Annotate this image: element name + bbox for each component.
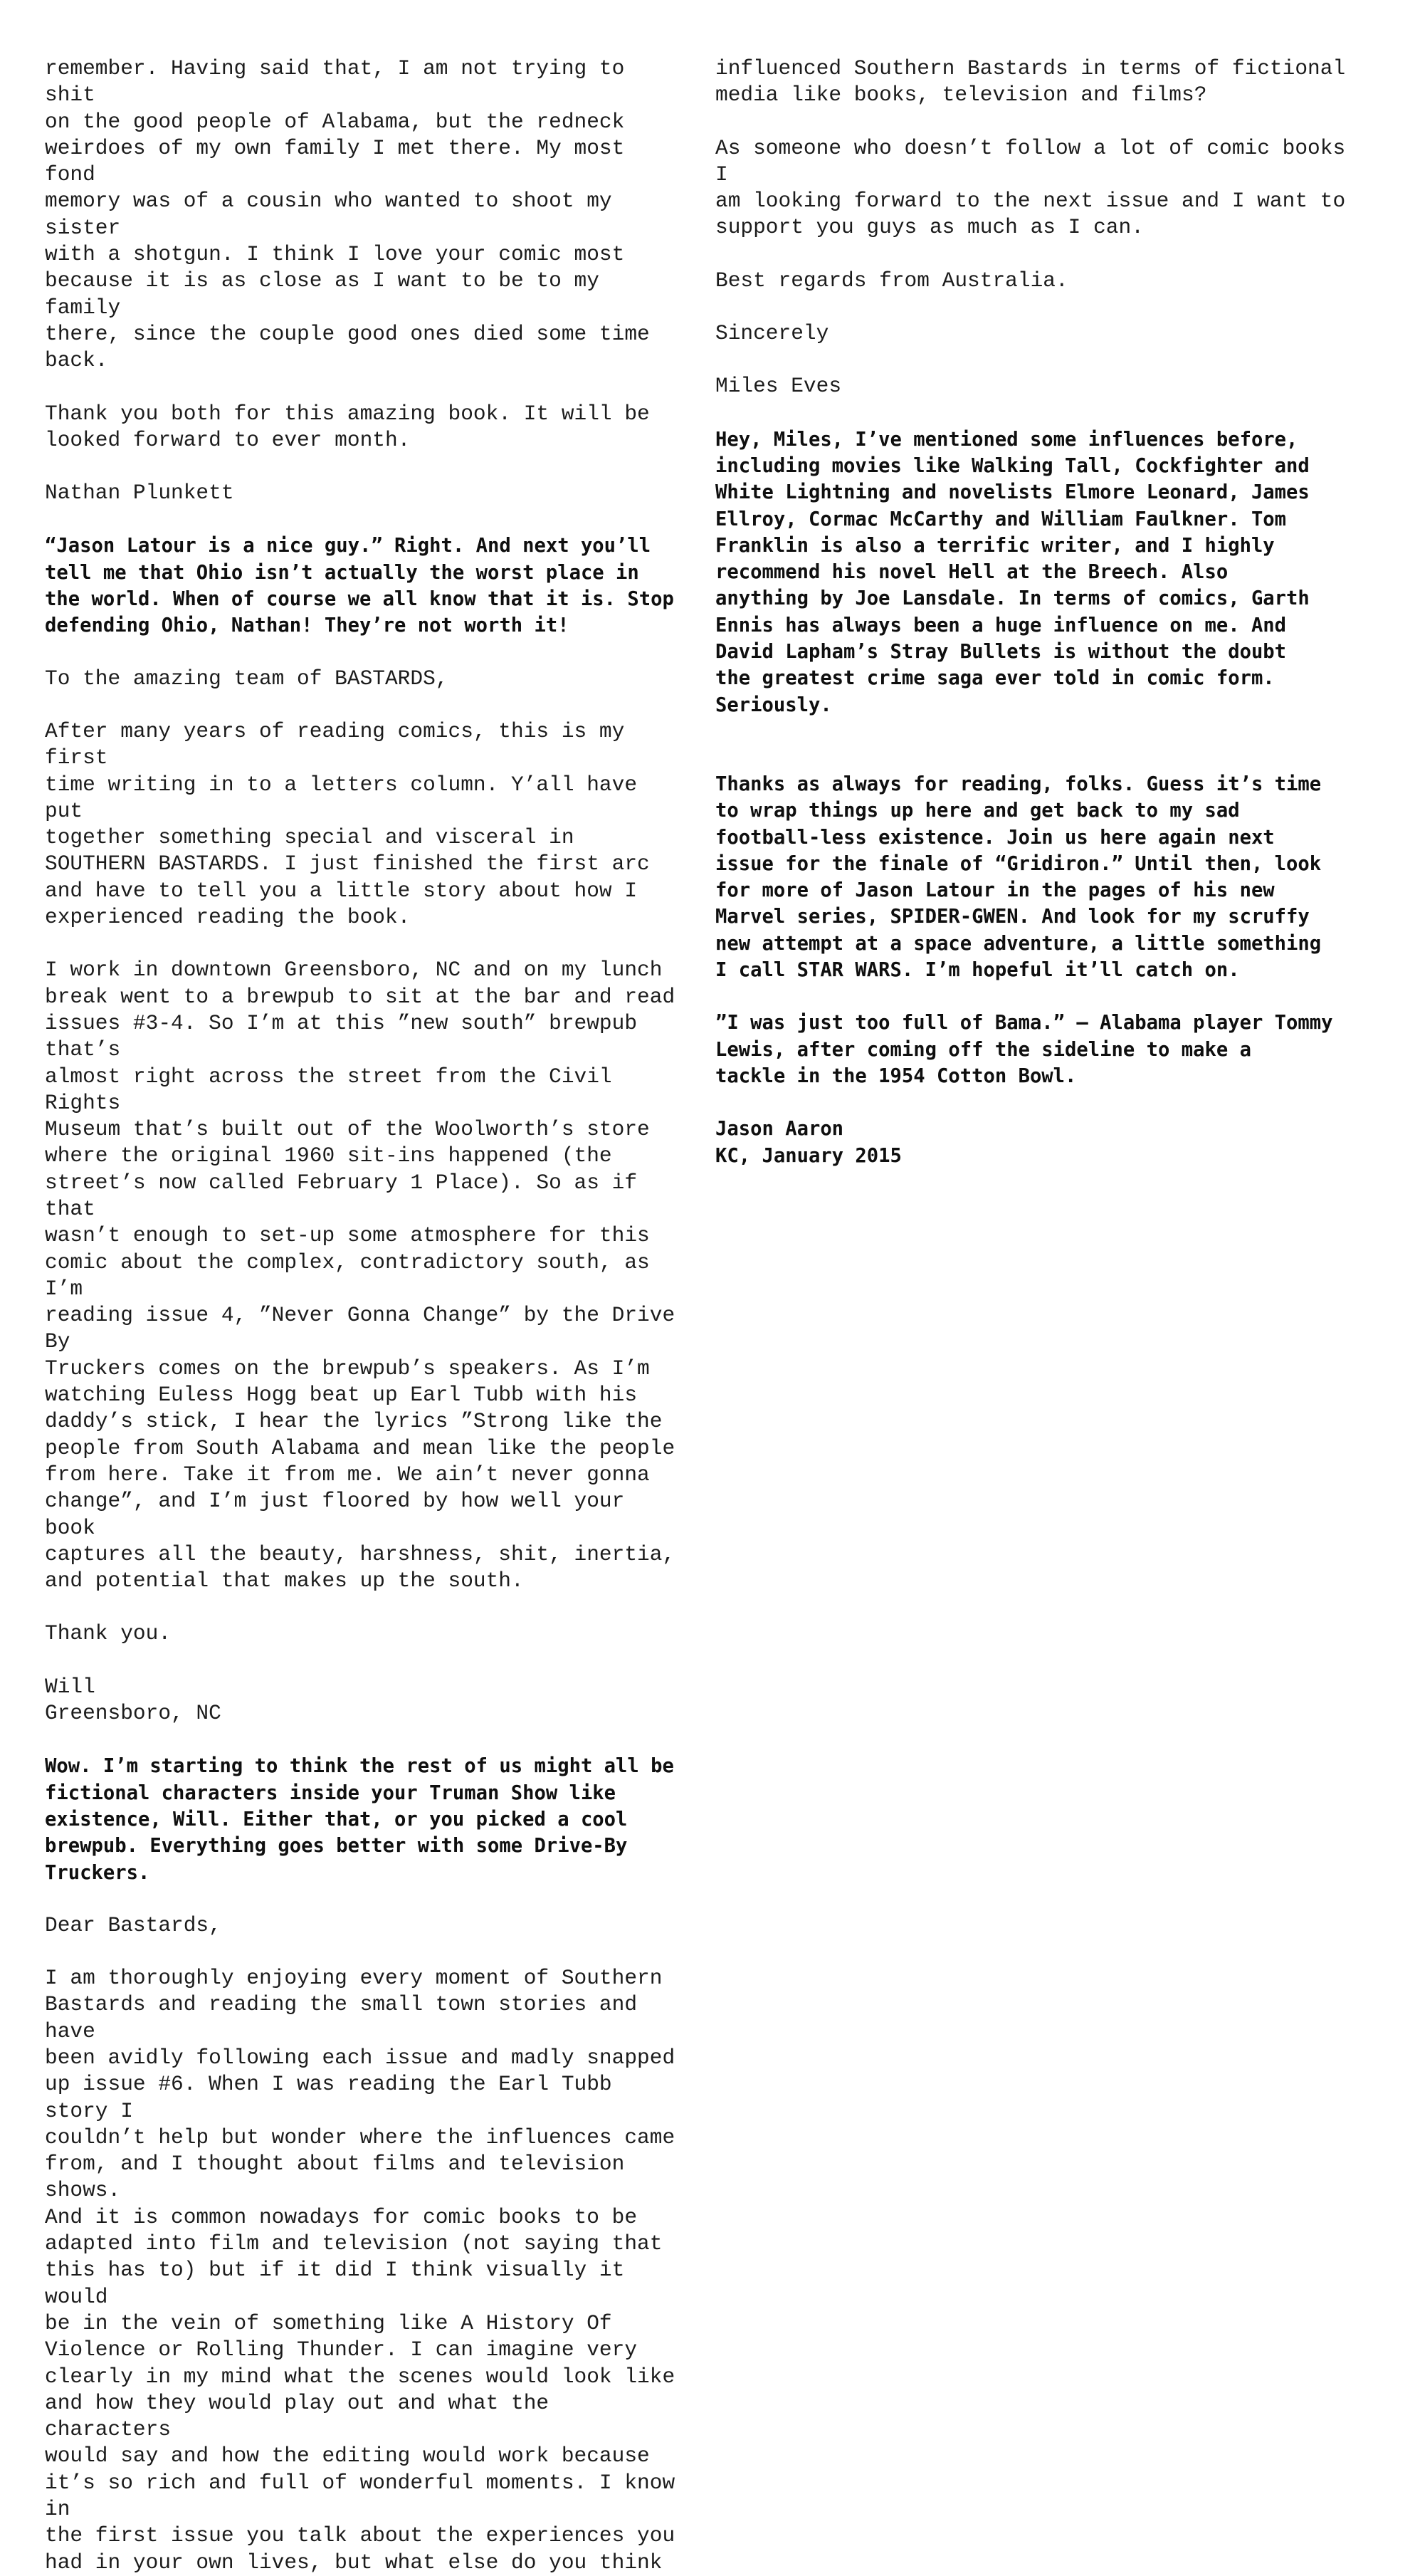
- closing-quote: ”I was just too full of Bama.” — Alabama player Tommy Lewis, after coming off the sideline to make a tackle in the 1954 Cotton Bowl.: [715, 1012, 1333, 1087]
- letter-signature: Miles Eves: [715, 374, 842, 399]
- left-column: [45, 56, 678, 2576]
- letter-closing: Sincerely: [715, 321, 829, 346]
- letter-paragraph: Thank you both for this amazing book. It will be looked forward to ever month.: [45, 401, 650, 452]
- letter-paragraph: influenced Southern Bastards in terms of fictional media like books, television and films?: [715, 56, 1346, 108]
- letter-paragraph: remember. Having said that, I am not trying to shit on the good people of Alabama, but the redneck weirdoes of my own family I met there. My most fond memory was of a cousin who wanted to shoot my sister with a shotgun. I think I love your comic most because it is as close as I want to be to my family there, since the couple good ones died some time back.: [45, 56, 650, 373]
- letter-salutation: Dear Bastards,: [45, 1912, 221, 1937]
- right-column: [715, 56, 1356, 1195]
- letter-paragraph: Thank you.: [45, 1621, 172, 1646]
- editor-response: Hey, Miles, I’ve mentioned some influences before, including movies like Walking Tall, Cockfighter and White Lightning and novelists Elmore Leonard, James Ellroy, Cormac McCarthy and William Faulkner. Tom Franklin is also a terrific writer, and I highly recommend his novel Hell at the Breech. Also anything by Joe Lansdale. In terms of comics, Garth Ennis has always been a huge influence on me. And David Lapham’s Stray Bullets is without the doubt the greatest crime saga ever told in comic form. Seriously.: [715, 428, 1310, 716]
- letter-salutation: To the amazing team of BASTARDS,: [45, 666, 448, 691]
- editor-closing-note: Thanks as always for reading, folks. Guess it’s time to wrap things up here and get back to my sad football-less existence. Join us here again next issue for the finale of “Gridiron.” Until then, look for more of Jason Latour in the pages of his new Marvel series, SPIDER-GWEN. And look for my scruffy new attempt at a space adventure, a little something I call STAR WARS. I’m hopeful it’ll catch on.: [715, 773, 1322, 982]
- editor-response: “Jason Latour is a nice guy.” Right. And next you’ll tell me that Ohio isn’t actually the worst place in the world. When of course we all know that it is. Stop defending Ohio, Nathan! They’re not worth it!: [45, 535, 674, 637]
- letter-paragraph: Best regards from Australia.: [715, 268, 1068, 293]
- editor-response: Wow. I’m starting to think the rest of us might all be fictional characters inside your Truman Show like existence, Will. Either that, or you picked a cool brewpub. Everything goes better with some Drive-By Truckers.: [45, 1755, 674, 1884]
- letter-paragraph: After many years of reading comics, this is my first time writing in to a letters column. Y’all have put together something special and visceral in SOUTHERN BASTARDS. I just finished the first arc and have to tell you a little story about how I experienced reading the book.: [45, 718, 650, 930]
- letter-paragraph: I work in downtown Greensboro, NC and on my lunch break went to a brewpub to sit at the bar and read issues #3-4. So I’m at this ”new south” brewpub that’s almost right across the street from the Civil Rights Museum that’s built out of the Woolworth’s store where the original 1960 sit-ins happened (the street’s now called February 1 Place). So as if that wasn’t enough to set-up some atmosphere for this comic about the complex, contradictory south, as I’m reading issue 4, ”Never Gonna Change” by the Drive By Truckers comes on the brewpub’s speakers. As I’m watching Euless Hogg beat up Earl Tubb with his daddy’s stick, I hear the lyrics ”Strong like the people from South Alabama and mean like the people from here. Take it from me. We ain’t never gonna change”, and I’m just floored by how well your book captures all the beauty, harshness, shit, inertia, and potential that makes up the south.: [45, 958, 675, 1593]
- letter-signature: Will Greensboro, NC: [45, 1674, 221, 1726]
- letter-paragraph: I am thoroughly enjoying every moment of Southern Bastards and reading the small town stories and have been avidly following each issue and madly snapped up issue #6. When I was reading the Earl Tubb story I couldn’t help but wonder where the influences came from, and I thought about films and television shows. And it is common nowadays for comic books to be adapted into film and television (not saying that this has to) but if it did I think visually it would be in the vein of something like A History Of Violence or Rolling Thunder. I can imagine very clearly in my mind what the scenes would look like and how they would play out and what the characters would say and how the editing would work because it’s so rich and full of wonderful moments. I know in the first issue you talk about the experiences you had in your own lives, but what else do you think: [45, 1966, 675, 2575]
- letter-signature: Nathan Plunkett: [45, 481, 234, 506]
- editor-signature: Jason Aaron KC, January 2015: [715, 1118, 902, 1167]
- letter-paragraph: As someone who doesn’t follow a lot of comic books I am looking forward to the next issue and I want to support you guys as much as I can.: [715, 135, 1346, 240]
